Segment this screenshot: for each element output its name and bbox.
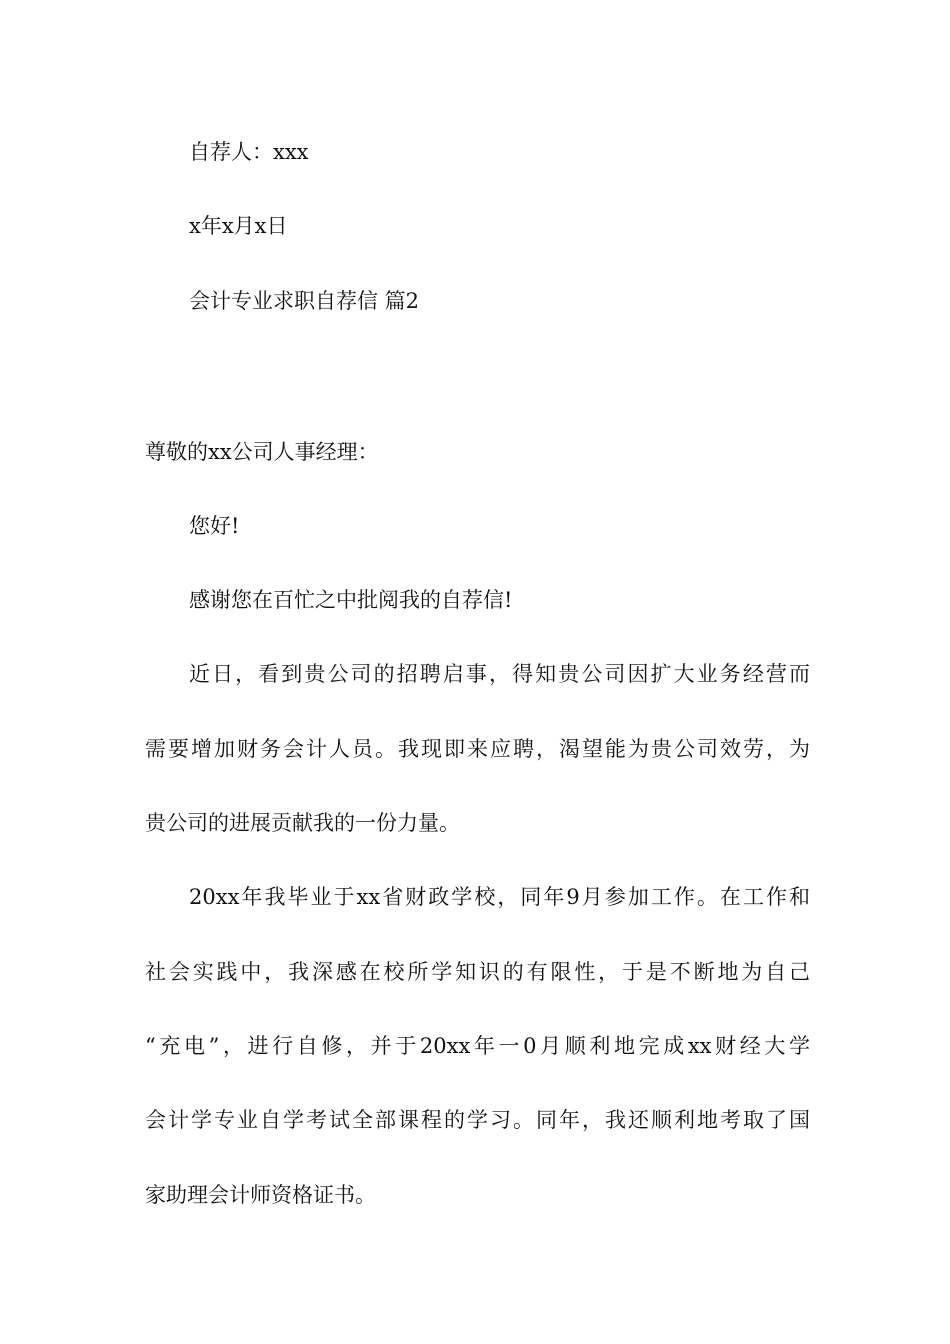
paragraph2-line: “充电”，进行自修，并于20xx年一0月顺利地完成xx财经大学: [145, 1034, 810, 1058]
paragraph2-line: 家助理会计师资格证书。: [145, 1183, 376, 1207]
paragraph2-line: 20xx年我毕业于xx省财政学校，同年9月参加工作。在工作和: [189, 885, 810, 909]
paragraph2-line: 社会实践中，我深感在校所学知识的有限性，于是不断地为自己: [145, 960, 810, 984]
paragraph1-line: 近日，看到贵公司的招聘启事，得知贵公司因扩大业务经营而: [189, 662, 810, 686]
letter-thanks: 感谢您在百忙之中批阅我的自荐信!: [189, 588, 513, 612]
paragraph2-line: 会计学专业自学考试全部课程的学习。同年，我还顺利地考取了国: [145, 1108, 810, 1132]
paragraph1-line: 需要增加财务会计人员。我现即来应聘，渴望能为贵公司效劳，为: [145, 737, 810, 761]
signature-date: x年x月x日: [189, 214, 288, 238]
section-heading: 会计专业求职自荐信 篇2: [189, 289, 420, 313]
signature-author: 自荐人：xxx: [189, 140, 309, 164]
letter-greeting: 您好!: [189, 514, 240, 538]
paragraph1-line: 贵公司的进展贡献我的一份力量。: [145, 811, 460, 835]
letter-salutation: 尊敬的xx公司人事经理：: [145, 440, 379, 464]
